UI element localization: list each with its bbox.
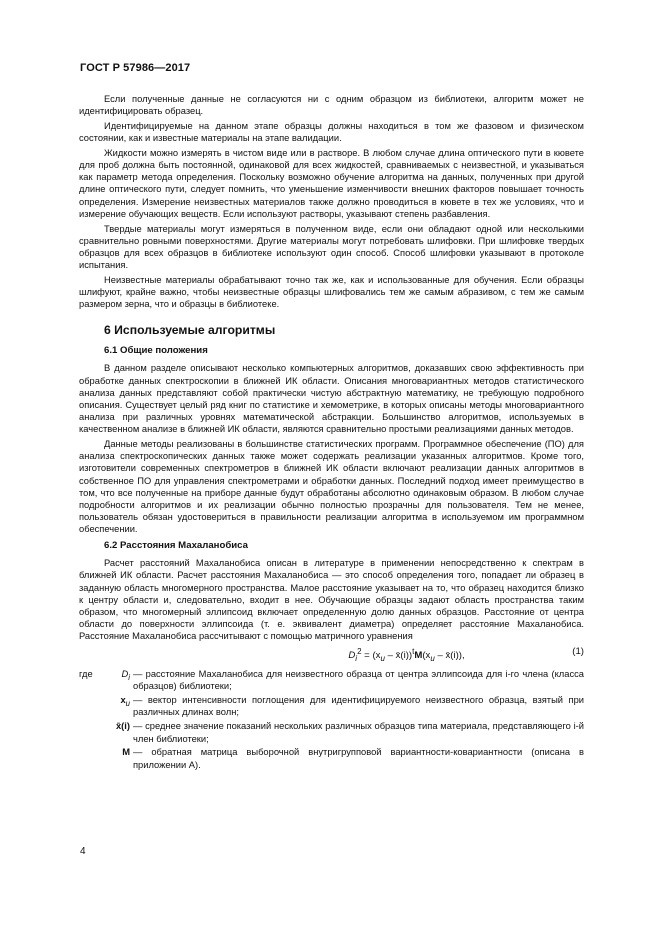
paragraph: Данные методы реализованы в большинстве статистических программ. Программное обеспечение (ПО) для анализа спектроскопических данных также может содержать реализации указанных алгоритмов. Кроме того, изготовители современных спектрометров в ближней ИК области включают реализации данных алгоритмов в собственное ПО для управления спектрометрами и обработки данных. Последний подход имеет преимущество в том, что все полученные на приборе данные будут обработаны абсолютно одинаковым образом. В любом случае подробности алгоритмов и их реализации обычно полностью прозрачны для пользователя. Тем не менее, пользователь обязан удостовериться в правильности реализации алгоритма в используемом им программном обеспечении. xyxy=(79,439,584,535)
definition-text: — вектор интенсивности поглощения для идентифицируемого неизвестного образца, взятый при различных длинах волн; xyxy=(133,695,584,718)
paragraph: Если полученные данные не согласуются ни с одним образцом из библиотеки, алгоритм может не идентифицировать образец. xyxy=(79,94,584,117)
subsection-title: 6.2 Расстояния Махаланобиса xyxy=(104,540,248,552)
definition-symbol: $D_i$ xyxy=(121,669,130,683)
equation-number: (1) xyxy=(572,646,584,658)
page-number: 4 xyxy=(80,846,86,857)
definition-item xyxy=(79,746,584,770)
definition-symbol: x̄(i) xyxy=(115,721,130,732)
definition-item xyxy=(79,720,584,744)
paragraph: Неизвестные материалы обрабатывают точно так же, как и использованные для обучения. Если образцы шлифуют, крайне важно, чтобы неизвестные образцы шлифовались тем же самым абразивом, с тем же самым размером зерна, что и образцы в библиотеке. xyxy=(79,274,584,310)
definition-text: — среднее значение показаний нескольких различных образцов типа материала, представляющего i-й член библиотеки; xyxy=(133,721,584,744)
paragraph: Твердые материалы могут измеряться в полученном виде, если они обладают одной или несколькими сравнительно ровными поверхностями. Другие материалы могут потребовать шлифовки. При шлифовке твердых образцов для всех образцов в библиотеке используют один способ. Способ шлифовки указывают в протоколе испытания. xyxy=(79,223,584,271)
definition-text: — расстояние Махаланобиса для неизвестного образца от центра эллипсоида для i-го члена (класса образцов) библиотеки; xyxy=(133,669,584,692)
definitions-list xyxy=(79,668,584,771)
document-body xyxy=(79,93,584,773)
paragraph: Идентифицируемые на данном этапе образцы должны находиться в том же фазовом и физическом состоянии, как и известные материалы на этапе валидации. xyxy=(79,121,584,144)
document-header: ГОСТ Р 57986—2017 xyxy=(80,62,191,74)
subsection-title: 6.1 Общие положения xyxy=(104,345,208,357)
paragraph: Жидкости можно измерять в чистом виде или в растворе. В любом случае длина оптического пути в кювете для проб должна быть постоянной, одинаковой для всех жидкостей, сравниваемых с неизвестной, и указываться как параметр метода определения. Поскольку возможно обучение алгоритма на данных, полученных при другой длине оптического пути, следует помнить, что уменьшение изменчивости внешних факторов повышает точность определения. Измерение неизвестных материалов также должно проводиться в кювете в тех же условиях, что и измерение обучающих веществ. Если используют растворы, указывают степень разбавления. xyxy=(79,148,584,219)
paragraph: Расчет расстояний Махаланобиса описан в литературе в применении непосредственно к спектрам в ближней ИК области. Расчет расстояния Махаланобиса — это способ определения того, попадает ли образец в заданную область многомерного пространства. Малое расстояние указывает на то, что образец находится близко к центру области и, следовательно, входит в нее. Обучающие образцы задают область пространства таким образом, что многомерный эллипсоид включает определенную долю данных образцов. Расстояние от центра области до поверхности эллипсоида (т. е. эквивалент диаметра) определяет расстояние Махаланобиса. Расстояние Махаланобиса рассчитывают с помощью матричного уравнения xyxy=(79,558,584,642)
equation: $D_i^2 = (x_u$ – $x̄(i))^tM(x_u$ – x̄(i)), (1) xyxy=(348,646,584,664)
definition-item xyxy=(79,694,584,718)
definition-symbol: M xyxy=(122,747,130,758)
definition-symbol: $x_u$ xyxy=(120,695,130,709)
paragraph: В данном разделе описывают несколько компьютерных алгоритмов, доказавших свою эффективность при обработке данных спектроскопии в ближней ИК области. Описания многовариантных методов статистического анализа данных представляют собой практически чистую абстрактную математику, не требующую подробного описания. Существует целый ряд книг по статистике и хемометрике, в которых описаны методы многовариантного анализа при различных уровнях математической абстракции. Большинство алгоритмов, используемых в качественном анализе в ближней ИК области, являются сравнительно простыми реализациями данных методов. xyxy=(79,363,584,435)
section-title: 6 Используемые алгоритмы xyxy=(104,323,276,338)
definition-item: где $D_i$ — расстояние Махаланобиса для неизвестного образца от центра эллипсоида для i-го члена (класса образцов) библиотеки; xyxy=(79,669,584,692)
definition-text: — обратная матрица выборочной внутригрупповой вариантности-ковариантности (описана в приложении А). xyxy=(133,747,584,770)
